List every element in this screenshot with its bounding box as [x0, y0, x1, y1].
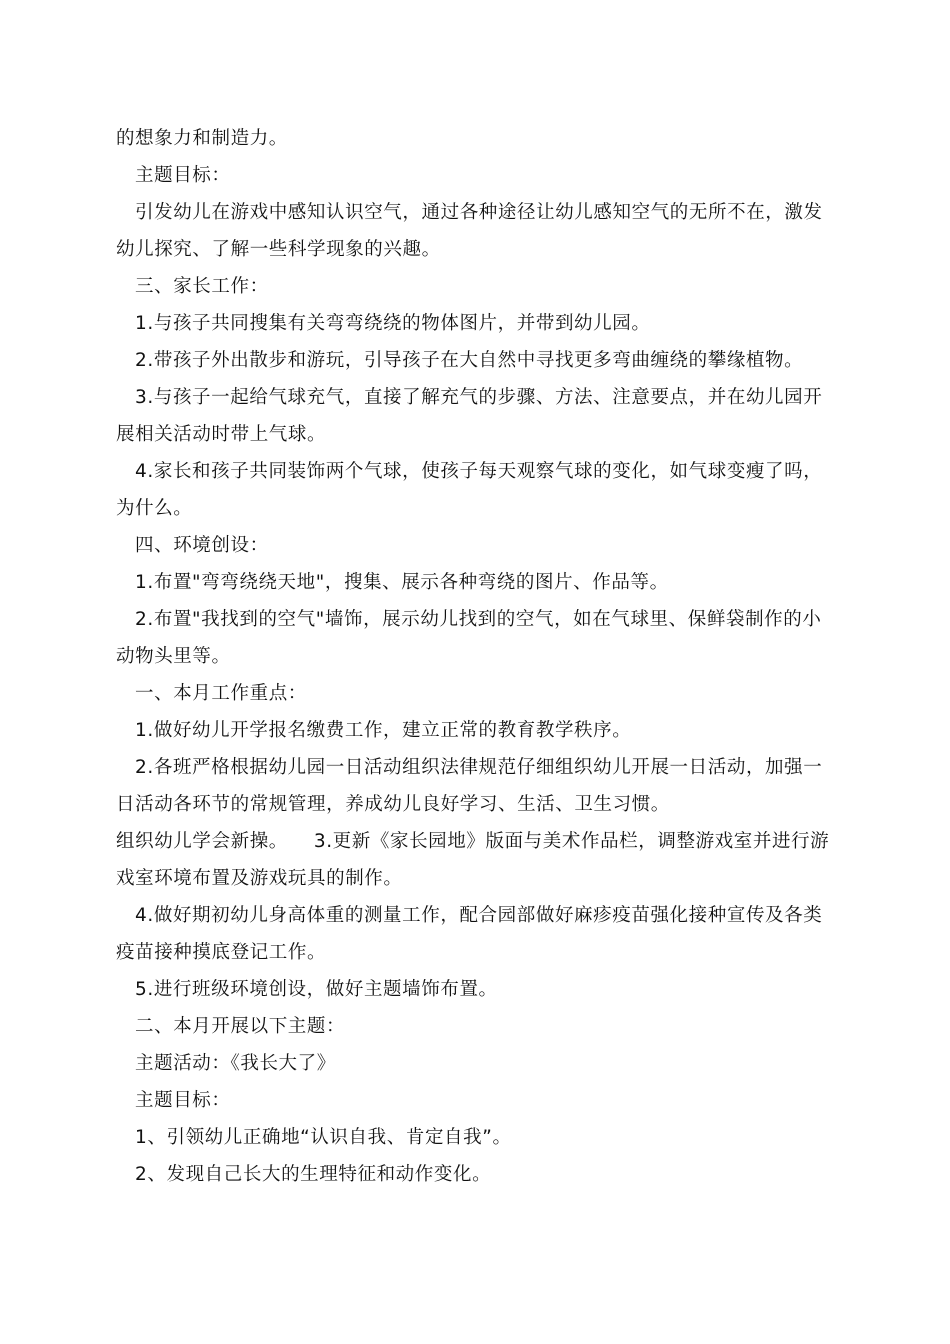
list-item: 1、引领幼儿正确地“认识自我、肯定自我”。 [135, 1127, 512, 1148]
list-item: 3.与孩子一起给气球充气，直接了解充气的步骤、方法、注意要点，并在幼儿园开展相关活动时带上气球。 [116, 387, 823, 445]
list-item: 4.家长和孩子共同装饰两个气球，使孩子每天观察气球的变化，如气球变瘦了吗，为什么。 [116, 461, 823, 519]
section-heading: 一、本月工作重点： [135, 683, 307, 704]
paragraph: 主题目标： [135, 1090, 231, 1111]
section-heading: 二、本月开展以下主题： [135, 1016, 346, 1037]
list-item: 2.布置"我找到的空气"墙饰，展示幼儿找到的空气，如在气球里、保鲜袋制作的小动物头里等。 [116, 609, 822, 667]
paragraph: 主题目标： [135, 165, 231, 186]
list-item: 2.各班严格根据幼儿园一日活动组织法律规范仔细组织幼儿开展一日活动，加强一日活动各环节的常规管理，养成幼儿良好学习、生活、卫生习惯。 [116, 757, 823, 815]
document-body [116, 120, 836, 1193]
list-item: 2、发现自己长大的生理特征和动作变化。 [135, 1164, 492, 1185]
list-item: 4.做好期初幼儿身高体重的测量工作，配合园部做好麻疹疫苗强化接种宣传及各类疫苗接种摸底登记工作。 [116, 905, 823, 963]
list-item: 1.布置"弯弯绕绕天地"，搜集、展示各种弯绕的图片、作品等。 [135, 572, 669, 593]
paragraph: 的想象力和制造力。 [116, 128, 288, 149]
list-item: 5.进行班级环境创设，做好主题墙饰布置。 [135, 979, 498, 1000]
section-heading: 四、环境创设： [135, 535, 269, 556]
list-item: 2.带孩子外出散步和游玩，引导孩子在大自然中寻找更多弯曲缠绕的攀缘植物。 [135, 350, 804, 371]
section-heading: 三、家长工作： [135, 276, 269, 297]
paragraph: 引发幼儿在游戏中感知认识空气，通过各种途径让幼儿感知空气的无所不在，激发幼儿探究、了解一些科学现象的兴趣。 [116, 202, 823, 260]
list-item: 组织幼儿学会新操。 3.更新《家长园地》版面与美术作品栏，调整游戏室并进行游戏室环境布置及游戏玩具的制作。 [116, 831, 830, 889]
list-item: 1.做好幼儿开学报名缴费工作，建立正常的教育教学秩序。 [135, 720, 632, 741]
paragraph: 主题活动：《我长大了》 [135, 1053, 336, 1074]
list-item: 1.与孩子共同搜集有关弯弯绕绕的物体图片，并带到幼儿园。 [135, 313, 651, 334]
